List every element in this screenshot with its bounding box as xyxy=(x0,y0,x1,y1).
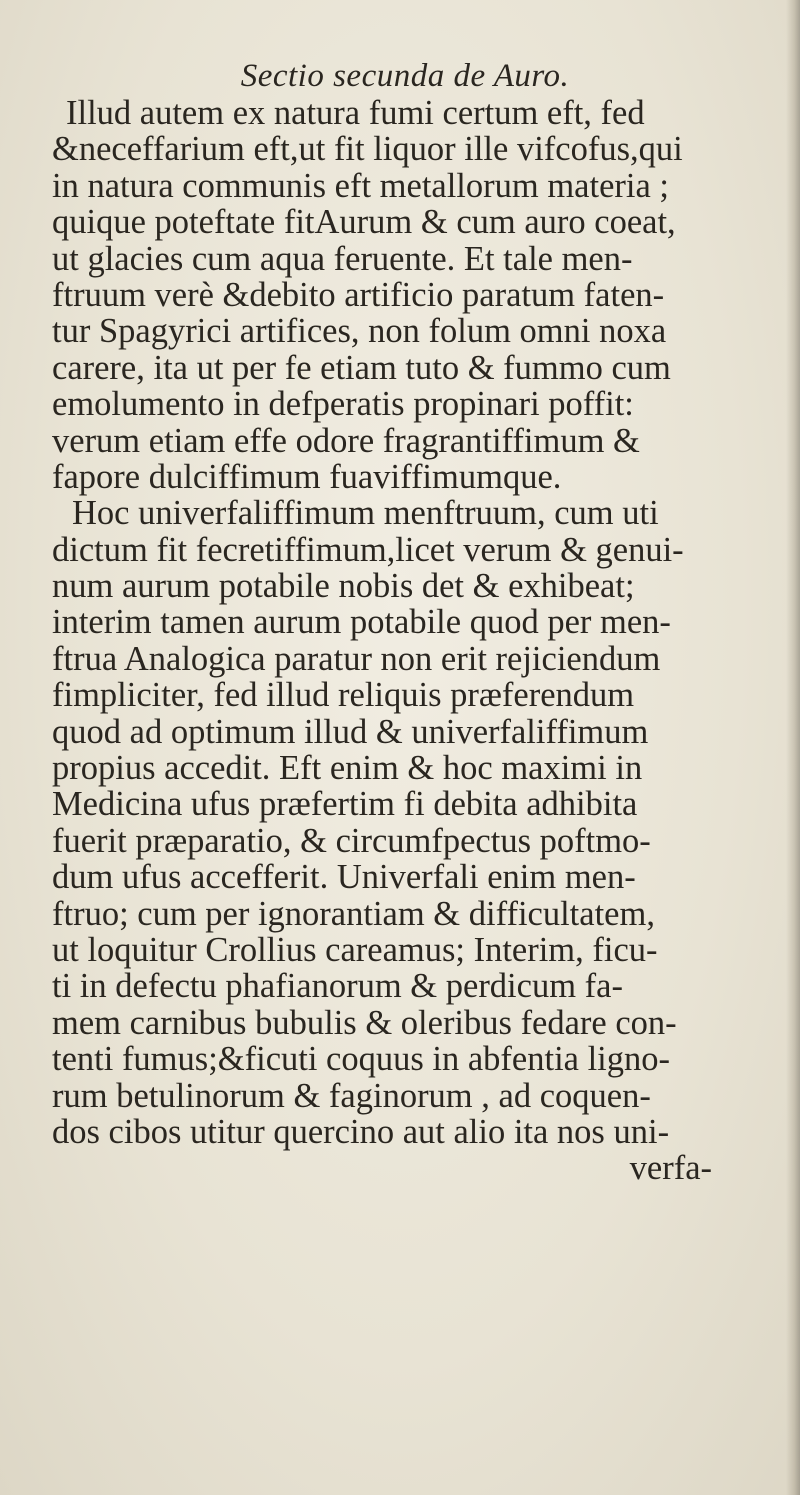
text-line: &neceffarium eft,ut fit liquor ille vifcofus,qui xyxy=(52,130,683,169)
text-line: Illud autem ex natura fumi certum eft, fed xyxy=(66,94,645,132)
text-line: rum betulinorum & faginorum , ad coquen- xyxy=(52,1076,651,1115)
text-line: num aurum potabile nobis det & exhibeat; xyxy=(52,567,635,606)
text-line: fapore dulciffimum fuaviffimumque. xyxy=(52,457,562,496)
text-line: mem carnibus bubulis & oleribus fedare con- xyxy=(52,1003,677,1042)
text-line: propius accedit. Eft enim & hoc maximi in xyxy=(52,749,643,788)
text-line: Hoc univerfaliffimum menftruum, cum uti xyxy=(72,494,659,533)
text-line: quique poteftate fitAurum & cum auro coeat, xyxy=(52,203,676,242)
text-line: ut glacies cum aqua feruente. Et tale men- xyxy=(52,239,633,278)
text-line: ut loquitur Crollius careamus; Interim, ficu- xyxy=(52,930,658,969)
text-line: ftruum verè &debito artificio paratum faten- xyxy=(52,275,665,314)
catchword: verfa- xyxy=(629,1149,712,1188)
text-line: carere, ita ut per fe etiam tuto & fummo cum xyxy=(52,348,671,387)
text-line: emolumento in defperatis propinari poffit: xyxy=(52,385,634,424)
text-line: fimpliciter, fed illud reliquis præferendum xyxy=(52,676,635,715)
text-line: dictum fit fecretiffimum,licet verum & genui- xyxy=(52,530,684,569)
text-line: ti in defectu phafianorum & perdicum fa- xyxy=(52,967,623,1006)
text-line: tenti fumus;&ficuti coquus in abfentia ligno- xyxy=(52,1040,671,1079)
text-line: ftrua Analogica paratur non erit rejiciendum xyxy=(52,639,661,678)
text-line: fuerit præparatio, & circumfpectus poftmo- xyxy=(52,821,651,860)
text-line: dum ufus accefferit. Univerfali enim men- xyxy=(52,858,636,897)
text-line: Medicina ufus præfertim fi debita adhibita xyxy=(52,785,638,824)
running-header: Sectio secunda de Auro. xyxy=(240,58,570,94)
text-line: tur Spagyrici artifices, non folum omni noxa xyxy=(52,312,667,351)
text-line: verum etiam effe odore fragrantiffimum & xyxy=(52,421,640,460)
text-line: quod ad optimum illud & univerfaliffimum xyxy=(52,712,649,751)
text-line: dos cibos utitur quercino aut alio ita nos uni- xyxy=(52,1112,670,1151)
text-line: interim tamen aurum potabile quod per men- xyxy=(52,603,671,642)
text-line: in natura communis eft metallorum materia ; xyxy=(52,166,669,205)
text-line: ftruo; cum per ignorantiam & difficultatem, xyxy=(52,894,655,933)
body-text xyxy=(52,95,792,1187)
